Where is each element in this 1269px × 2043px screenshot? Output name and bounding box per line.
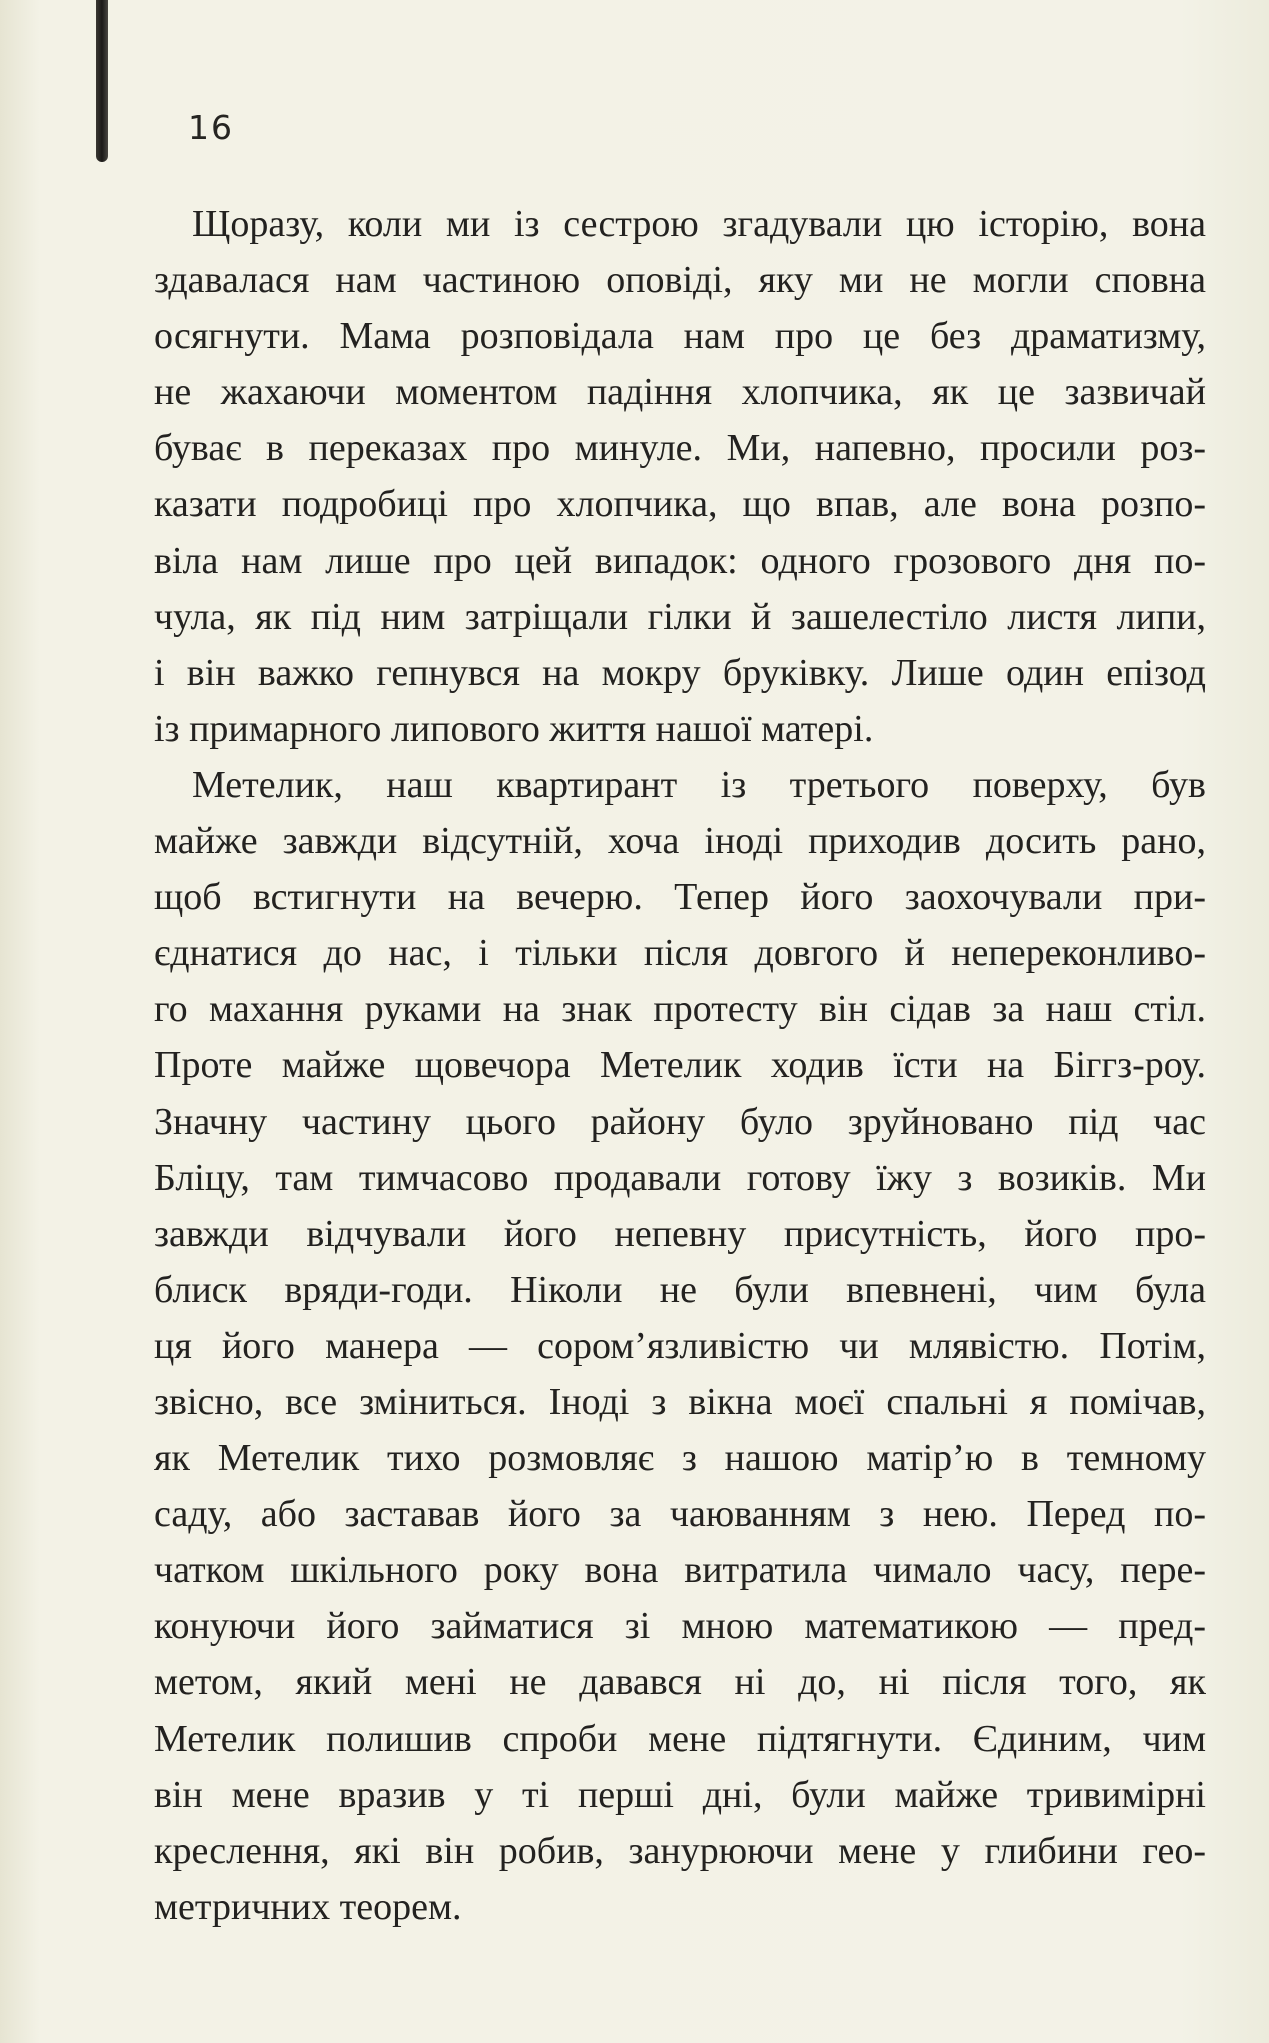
text-line: буває в переказах про минуле. Ми, напевно, просили роз-: [154, 427, 1206, 470]
text-line: конуючи його займатися зі мною математикою — пред-: [154, 1605, 1206, 1648]
text-line: метом, який мені не давався ні до, ні після того, як: [154, 1661, 1206, 1704]
text-line: блиск вряди-годи. Ніколи не були впевнені, чим була: [154, 1268, 1206, 1311]
paragraph: [154, 196, 1206, 757]
text-line: Бліцу, там тимчасово продавали готову їжу з возиків. Ми: [154, 1156, 1206, 1199]
text-line: звісно, все зміниться. Іноді з вікна моєї спальні я помічав,: [154, 1380, 1206, 1423]
text-line: як Метелик тихо розмовляє з нашою матір’ю в темному: [154, 1437, 1206, 1480]
page-number: 16: [188, 108, 234, 147]
text-line: єднатися до нас, і тільки після довгого й непереконливо-: [154, 932, 1206, 975]
text-line: креслення, які він робив, занурюючи мене у глибини гео-: [154, 1829, 1206, 1872]
text-line: і він важко гепнувся на мокру бруківку. Лише один епізод: [154, 651, 1206, 694]
text-line: не жахаючи моментом падіння хлопчика, як це зазвичай: [154, 371, 1206, 414]
text-line: Метелик, наш квартирант із третього поверху, був: [192, 763, 1206, 806]
text-line: здавалася нам частиною оповіді, яку ми не могли сповна: [154, 259, 1206, 302]
text-line: саду, або заставав його за чаюванням з нею. Перед по-: [154, 1493, 1206, 1536]
text-line: він мене вразив у ті перші дні, були майже тривимірні: [154, 1773, 1206, 1816]
text-line: Метелик полишив спроби мене підтягнути. Єдиним, чим: [154, 1717, 1206, 1760]
text-line: Проте майже щовечора Метелик ходив їсти на Біггз-роу.: [154, 1044, 1206, 1087]
text-line: метричних теорем.: [154, 1885, 462, 1928]
text-line: казати подробиці про хлопчика, що впав, але вона розпо-: [154, 483, 1206, 526]
text-line: віла нам лише про цей випадок: одного грозового дня по-: [154, 539, 1206, 582]
text-line: завжди відчували його непевну присутність, його про-: [154, 1212, 1206, 1255]
text-line: Щоразу, коли ми із сестрою згадували цю історію, вона: [192, 203, 1206, 245]
text-line: майже завжди відсутній, хоча іноді приходив досить рано,: [154, 820, 1206, 863]
paragraph: [154, 757, 1206, 1935]
text-line: із примарного липового життя нашої матері.: [154, 707, 874, 750]
text-line: осягнути. Мама розповідала нам про це без драматизму,: [154, 315, 1206, 358]
text-line: чула, як під ним затріщали гілки й зашелестіло листя липи,: [154, 595, 1206, 638]
text-line: ця його манера — сором’язливістю чи млявістю. Потім,: [154, 1324, 1206, 1367]
text-line: щоб встигнути на вечерю. Тепер його заохочували при-: [154, 876, 1206, 919]
text-line: Значну частину цього району було зруйновано під час: [154, 1100, 1206, 1143]
text-line: го махання руками на знак протесту він сідав за наш стіл.: [154, 988, 1206, 1031]
page-binding-edge: [96, 0, 108, 162]
body-text: [154, 196, 1206, 1935]
text-line: чатком шкільного року вона витратила чимало часу, пере-: [154, 1549, 1206, 1592]
